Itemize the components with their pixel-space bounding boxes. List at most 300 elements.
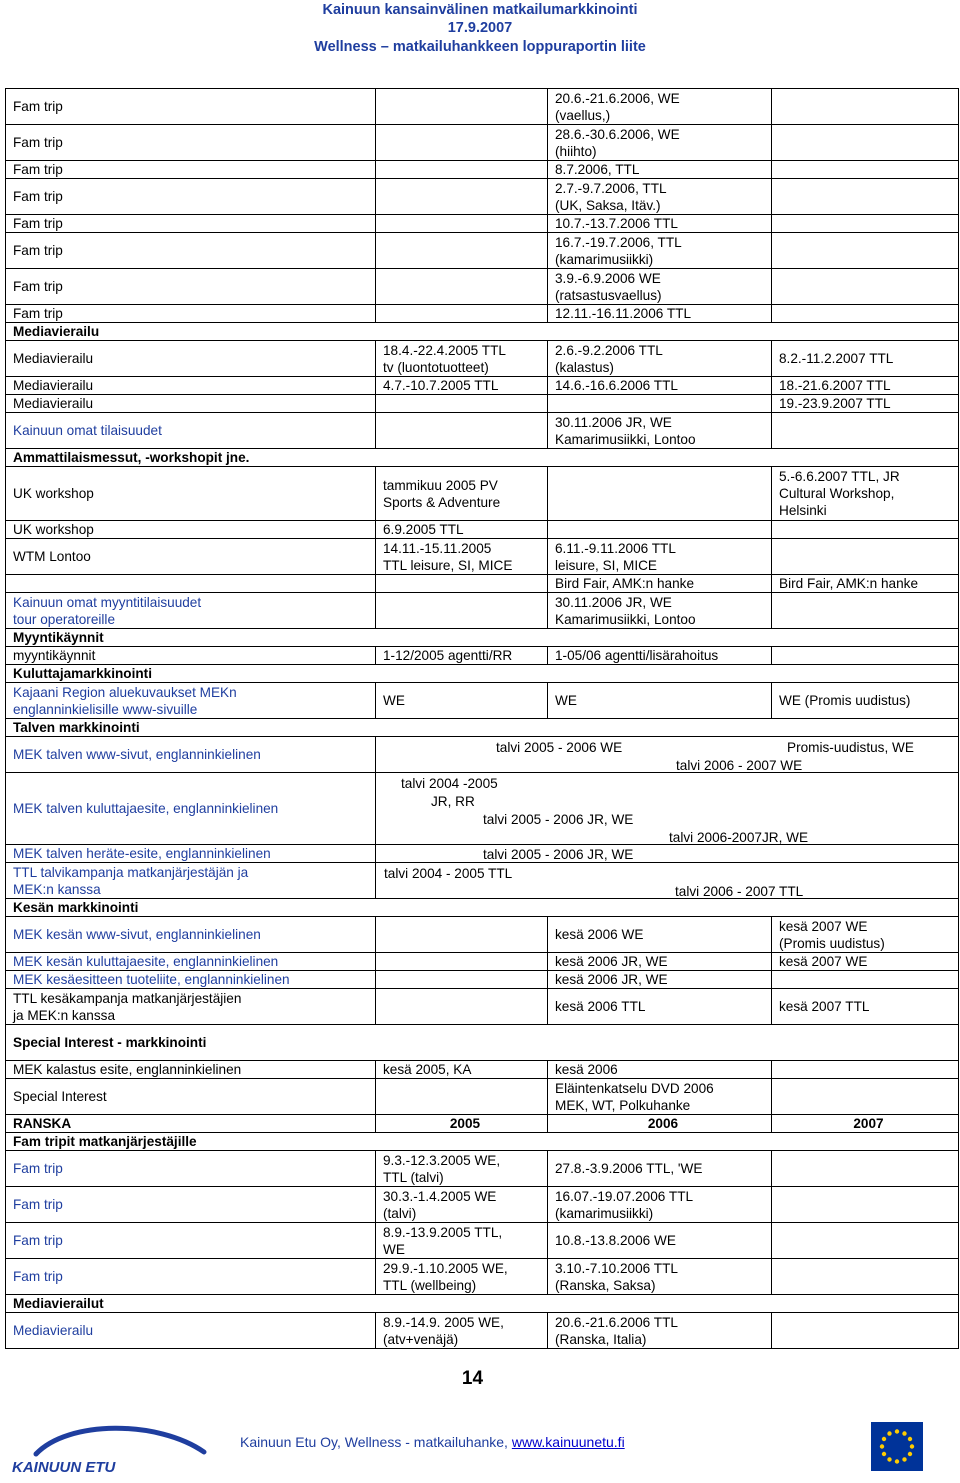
cell-line: kesä 2007 WE (779, 954, 868, 969)
row-value (376, 1079, 548, 1115)
row-value (376, 269, 548, 305)
cell-line: MEK kesäesitteen tuoteliite, englanninkielinen (13, 972, 290, 987)
cell-line: 19.-23.9.2007 TTL (779, 396, 891, 411)
row-value (548, 89, 772, 125)
table-row (6, 629, 959, 647)
table-row (6, 863, 959, 899)
table-row (6, 665, 959, 683)
row-value (548, 215, 772, 233)
eu-star (902, 1457, 906, 1461)
row-value (548, 683, 772, 719)
table-row (6, 593, 959, 629)
row-value (772, 1259, 959, 1295)
row-value (548, 1187, 772, 1223)
cell-line: UK workshop (13, 522, 94, 537)
table-row (6, 1151, 959, 1187)
row-label (6, 989, 376, 1025)
eu-star (887, 1457, 891, 1461)
row-label (6, 377, 376, 395)
table-row (6, 161, 959, 179)
country-heading-cell: 2007 (772, 1115, 959, 1133)
cell-line: Bird Fair, AMK:n hanke (779, 576, 919, 591)
row-label (6, 1187, 376, 1223)
cell-line: 18.-21.6.2007 TTL (779, 378, 891, 393)
row-value (376, 377, 548, 395)
cell-line: Kajaani Region aluekuvaukset MEKn (13, 684, 237, 700)
row-value (548, 1223, 772, 1259)
row-value (772, 341, 959, 377)
timeline-cell (376, 845, 959, 863)
row-value (376, 1061, 548, 1079)
timeline-entry: Promis-uudistus, WE (787, 740, 914, 755)
cell-line: (Promis uudistus) (779, 935, 885, 951)
row-label (6, 305, 376, 323)
row-label (6, 845, 376, 863)
cell-line: 20.6.-21.6.2006, WE (555, 90, 680, 106)
row-value (772, 215, 959, 233)
cell-line: 3.9.-6.9.2006 WE (555, 270, 661, 286)
cell-line: Kainuun omat tilaisuudet (13, 423, 162, 438)
cell-line: (kamarimusiikki) (555, 251, 654, 267)
table-row (6, 1223, 959, 1259)
cell-line: Sports & Adventure (383, 494, 501, 510)
table-row (6, 1313, 959, 1349)
row-value (376, 215, 548, 233)
footer (240, 1434, 625, 1450)
cell-line: leisure, SI, MICE (555, 557, 657, 573)
row-value (376, 989, 548, 1025)
cell-line: TTL talvikampanja matkanjärjestäjän ja (13, 864, 249, 880)
cell-line: (UK, Saksa, Itäv.) (555, 197, 661, 213)
row-label (6, 161, 376, 179)
table-row (6, 953, 959, 971)
cell-line: Fam trip (13, 162, 63, 177)
cell-line: Mediavierailu (13, 378, 94, 393)
cell-line: 5.-6.6.2007 TTL, JR (779, 469, 900, 484)
table-row (6, 719, 959, 737)
cell-line: kesä 2005, KA (383, 1062, 472, 1077)
row-label (6, 269, 376, 305)
row-value (376, 413, 548, 449)
header-subtitle: Wellness – matkailuhankkeen loppuraportin liite (314, 39, 646, 55)
cell-line: 1-12/2005 agentti/RR (383, 648, 513, 663)
table-row (6, 737, 959, 773)
row-label (6, 917, 376, 953)
cell-line: Fam trip (13, 1161, 63, 1176)
section-heading: Myyntikäynnit (6, 629, 959, 647)
cell-line: 6.9.2005 TTL (383, 522, 464, 537)
row-value (772, 917, 959, 953)
row-value (548, 539, 772, 575)
eu-star (908, 1452, 912, 1456)
row-value (548, 125, 772, 161)
table-row (6, 899, 959, 917)
cell-line: WTM Lontoo (13, 549, 91, 564)
cell-line: 28.6.-30.6.2006, WE (555, 126, 680, 142)
row-value (548, 305, 772, 323)
row-value (548, 593, 772, 629)
header-title: Kainuun kansainvälinen matkailumarkkinointi (322, 2, 638, 18)
table-row (6, 1259, 959, 1295)
cell-line: Cultural Workshop, (779, 486, 895, 501)
cell-line: WE (555, 693, 577, 708)
cell-line: kesä 2006 JR, WE (555, 972, 668, 987)
table-row (6, 341, 959, 377)
row-value (772, 1223, 959, 1259)
cell-line: Fam trip (13, 216, 63, 231)
cell-line: 10.8.-13.8.2006 WE (555, 1233, 676, 1248)
header-date: 17.9.2007 (447, 20, 513, 36)
row-value (772, 377, 959, 395)
table-row (6, 449, 959, 467)
row-value (376, 1151, 548, 1187)
row-value (548, 233, 772, 269)
row-value (772, 89, 959, 125)
cell-line: 3.10.-7.10.2006 TTL (555, 1260, 678, 1276)
table-row (6, 215, 959, 233)
row-label (6, 125, 376, 161)
cell-line: 8.7.2006, TTL (555, 162, 640, 177)
table-row (6, 1115, 959, 1133)
row-value (376, 647, 548, 665)
cell-line: Kamarimusiikki, Lontoo (555, 431, 696, 447)
table-row (6, 989, 959, 1025)
row-value (772, 179, 959, 215)
cell-line: 14.6.-16.6.2006 TTL (555, 378, 678, 393)
section-heading: Ammattilaismessut, -workshopit jne. (6, 449, 959, 467)
timeline-entry: JR, RR (431, 794, 475, 809)
table-row (6, 1187, 959, 1223)
row-value (772, 1061, 959, 1079)
row-value (548, 917, 772, 953)
footer-link[interactable]: www.kainuunetu.fi (511, 1434, 625, 1450)
table-row (6, 233, 959, 269)
cell-line: MEK, WT, Polkuhanke (555, 1097, 691, 1113)
row-value (772, 647, 959, 665)
section-heading: Kesän markkinointi (6, 899, 959, 917)
table-row (6, 845, 959, 863)
eu-flag-icon (871, 1422, 923, 1471)
eu-star (902, 1431, 906, 1435)
row-label (6, 863, 376, 899)
row-value (376, 1223, 548, 1259)
cell-line: kesä 2006 TTL (555, 999, 646, 1014)
country-heading-cell: 2006 (548, 1115, 772, 1133)
row-value (376, 593, 548, 629)
row-value (772, 1079, 959, 1115)
eu-star (882, 1437, 886, 1441)
row-value (772, 125, 959, 161)
cell-line: (atv+venäjä) (383, 1331, 459, 1347)
table-row (6, 125, 959, 161)
row-label (6, 647, 376, 665)
row-value (548, 341, 772, 377)
cell-line: (Ranska, Saksa) (555, 1277, 656, 1293)
cell-line: (hiihto) (555, 143, 597, 159)
table-row (6, 575, 959, 593)
cell-line: 4.7.-10.7.2005 TTL (383, 378, 499, 393)
cell-line: WE (383, 1241, 405, 1257)
row-value (548, 467, 772, 521)
section-heading: Mediavierailu (6, 323, 959, 341)
section-heading: Talven markkinointi (6, 719, 959, 737)
row-value (548, 1079, 772, 1115)
cell-line: kesä 2006 WE (555, 927, 644, 942)
row-label (6, 539, 376, 575)
row-label (6, 1259, 376, 1295)
row-value (772, 269, 959, 305)
cell-line: MEK talven kuluttajaesite, englanninkielinen (13, 801, 279, 816)
row-value (772, 395, 959, 413)
row-value (772, 1313, 959, 1349)
row-value (772, 413, 959, 449)
row-value (376, 953, 548, 971)
cell-line: tour operatoreille (13, 611, 116, 627)
cell-line: UK workshop (13, 486, 94, 501)
cell-line: 10.7.-13.7.2006 TTL (555, 216, 678, 231)
row-label (6, 1061, 376, 1079)
cell-line: 8.2.-11.2.2007 TTL (779, 351, 894, 366)
timeline-entry: talvi 2005 - 2006 JR, WE (483, 847, 634, 862)
row-value (772, 683, 959, 719)
row-label (6, 971, 376, 989)
cell-line: Mediavierailu (13, 396, 94, 411)
cell-line: WE (383, 693, 405, 708)
table-row (6, 521, 959, 539)
svg-text:KAINUUN ETU: KAINUUN ETU (12, 1459, 116, 1476)
row-value (772, 233, 959, 269)
table-row (6, 1025, 959, 1061)
cell-line: MEK talven www-sivut, englanninkielinen (13, 747, 261, 762)
timeline-entry: talvi 2006 - 2007 TTL (675, 884, 804, 899)
cell-line: 6.11.-9.11.2006 TTL (555, 540, 676, 556)
row-value (772, 467, 959, 521)
table-row (6, 179, 959, 215)
cell-line: myyntikäynnit (13, 648, 96, 663)
row-value (376, 1259, 548, 1295)
cell-line: 16.7.-19.7.2006, TTL (555, 234, 682, 250)
cell-line: Mediavierailu (13, 351, 94, 366)
row-value (376, 575, 548, 593)
cell-line: 30.11.2006 JR, WE (555, 414, 672, 430)
row-value (548, 989, 772, 1025)
row-label (6, 341, 376, 377)
row-label (6, 395, 376, 413)
row-label (6, 737, 376, 773)
table-row (6, 647, 959, 665)
row-value (376, 341, 548, 377)
table-row (6, 683, 959, 719)
row-value (772, 575, 959, 593)
row-value (376, 539, 548, 575)
row-value (772, 593, 959, 629)
cell-line: MEK kesän kuluttajaesite, englanninkielinen (13, 954, 279, 969)
section-heading: Special Interest - markkinointi (6, 1025, 959, 1061)
row-label (6, 1313, 376, 1349)
cell-line: TTL kesäkampanja matkanjärjestäjien (13, 990, 242, 1006)
eu-star (908, 1437, 912, 1441)
cell-line: Fam trip (13, 243, 63, 258)
cell-line: (kamarimusiikki) (555, 1205, 654, 1221)
timeline-entry: talvi 2006-2007JR, WE (669, 830, 809, 845)
row-value (548, 1313, 772, 1349)
table-row (6, 1133, 959, 1151)
row-value (772, 305, 959, 323)
row-value (376, 467, 548, 521)
cell-line: Helsinki (779, 503, 827, 518)
cell-line: 1-05/06 agentti/lisärahoitus (555, 648, 719, 663)
country-heading-cell: 2005 (376, 1115, 548, 1133)
cell-line: 30.3.-1.4.2005 WE (383, 1188, 497, 1204)
footer-text: Kainuun Etu Oy, Wellness - matkailuhanke, (240, 1434, 512, 1450)
cell-line: TTL (wellbeing) (383, 1277, 477, 1293)
row-label (6, 521, 376, 539)
row-value (376, 179, 548, 215)
row-value (376, 305, 548, 323)
cell-line: MEK:n kanssa (13, 881, 101, 897)
row-value (772, 953, 959, 971)
cell-line: kesä 2007 WE (779, 918, 868, 934)
row-value (772, 971, 959, 989)
row-value (548, 377, 772, 395)
cell-line: Mediavierailu (13, 1323, 94, 1338)
cell-line: TTL leisure, SI, MICE (383, 557, 513, 573)
table-row (6, 1061, 959, 1079)
row-value (772, 1151, 959, 1187)
row-label (6, 575, 376, 593)
row-value (548, 971, 772, 989)
row-label (6, 683, 376, 719)
cell-line: 12.11.-16.11.2006 TTL (555, 306, 692, 321)
row-label (6, 1151, 376, 1187)
cell-line: Special Interest (13, 1089, 107, 1104)
timeline-cell (376, 773, 959, 845)
row-value (548, 1151, 772, 1187)
timeline-entry: talvi 2005 - 2006 JR, WE (483, 812, 634, 827)
row-value (548, 1259, 772, 1295)
cell-line: Fam trip (13, 1233, 63, 1248)
row-label (6, 1223, 376, 1259)
cell-line: MEK kesän www-sivut, englanninkielinen (13, 927, 261, 942)
row-value (772, 539, 959, 575)
cell-line: kesä 2007 TTL (779, 999, 870, 1014)
cell-line: 20.6.-21.6.2006 TTL (555, 1314, 678, 1330)
row-value (376, 233, 548, 269)
row-value (376, 89, 548, 125)
cell-line: 8.9.-13.9.2005 TTL, (383, 1224, 503, 1240)
cell-line: ja MEK:n kanssa (13, 1007, 115, 1023)
table-row (6, 1295, 959, 1313)
row-value (772, 161, 959, 179)
timeline-entry: talvi 2005 - 2006 WE (496, 740, 623, 755)
row-label (6, 1079, 376, 1115)
row-value (772, 521, 959, 539)
cell-line: (ratsastusvaellus) (555, 287, 662, 303)
row-value (376, 161, 548, 179)
row-value (548, 575, 772, 593)
row-value (548, 179, 772, 215)
row-label (6, 593, 376, 629)
cell-line: 27.8.-3.9.2006 TTL, 'WE (555, 1161, 703, 1176)
timeline-cell (376, 863, 959, 899)
row-value (548, 647, 772, 665)
marketing-table (5, 88, 959, 1349)
cell-line: 30.11.2006 JR, WE (555, 594, 672, 610)
timeline-entry: talvi 2006 - 2007 WE (676, 758, 803, 773)
row-value (548, 521, 772, 539)
cell-line: Fam trip (13, 1269, 63, 1284)
cell-line: Fam trip (13, 135, 63, 150)
cell-line: MEK talven heräte-esite, englanninkielinen (13, 846, 271, 861)
cell-line: WE (Promis uudistus) (779, 693, 911, 708)
cell-line: englanninkielisille www-sivuille (13, 701, 198, 717)
row-value (376, 917, 548, 953)
cell-line: Kainuun omat myyntitilaisuudet (13, 594, 202, 610)
table-row (6, 323, 959, 341)
row-label (6, 233, 376, 269)
cell-line: TTL (talvi) (383, 1169, 444, 1185)
table-row (6, 395, 959, 413)
cell-line: 16.07.-19.07.2006 TTL (555, 1188, 694, 1204)
cell-line: Bird Fair, AMK:n hanke (555, 576, 695, 591)
cell-line: (talvi) (383, 1205, 417, 1221)
row-value (548, 413, 772, 449)
page-number: 14 (461, 1368, 484, 1389)
table-row (6, 377, 959, 395)
row-value (376, 125, 548, 161)
timeline-entry: talvi 2004 - 2005 TTL (384, 866, 513, 881)
table-row (6, 305, 959, 323)
row-value (376, 1187, 548, 1223)
row-value (548, 1061, 772, 1079)
timeline-entry: talvi 2004 -2005 (401, 776, 498, 791)
table-row (6, 539, 959, 575)
section-heading: Mediavierailut (6, 1295, 959, 1313)
table-row (6, 89, 959, 125)
cell-line: MEK kalastus esite, englanninkielinen (13, 1062, 242, 1077)
row-label (6, 179, 376, 215)
row-value (376, 521, 548, 539)
cell-line: Fam trip (13, 306, 63, 321)
eu-star (880, 1444, 884, 1448)
cell-line: Fam trip (13, 189, 63, 204)
row-value (548, 395, 772, 413)
cell-line: (kalastus) (555, 359, 614, 375)
eu-star (882, 1452, 886, 1456)
cell-line: Kamarimusiikki, Lontoo (555, 611, 696, 627)
cell-line: 2.6.-9.2.2006 TTL (555, 342, 663, 358)
cell-line: Fam trip (13, 1197, 63, 1212)
row-label (6, 953, 376, 971)
section-heading: Fam tripit matkanjärjestäjille (6, 1133, 959, 1151)
row-label (6, 89, 376, 125)
cell-line: 18.4.-22.4.2005 TTL (383, 342, 506, 358)
kainuun-etu-logo (8, 1418, 228, 1476)
cell-line: 14.11.-15.11.2005 (383, 540, 492, 556)
cell-line: Eläintenkatselu DVD 2006 (555, 1080, 714, 1096)
table-row (6, 1079, 959, 1115)
cell-line: 29.9.-1.10.2005 WE, (383, 1260, 508, 1276)
row-value (376, 1313, 548, 1349)
section-heading: Kuluttajamarkkinointi (6, 665, 959, 683)
row-value (548, 953, 772, 971)
country-heading-cell: RANSKA (6, 1115, 376, 1133)
eu-star (895, 1459, 899, 1463)
table-row (6, 269, 959, 305)
cell-line: Fam trip (13, 279, 63, 294)
row-value (548, 161, 772, 179)
cell-line: (vaellus,) (555, 107, 611, 123)
